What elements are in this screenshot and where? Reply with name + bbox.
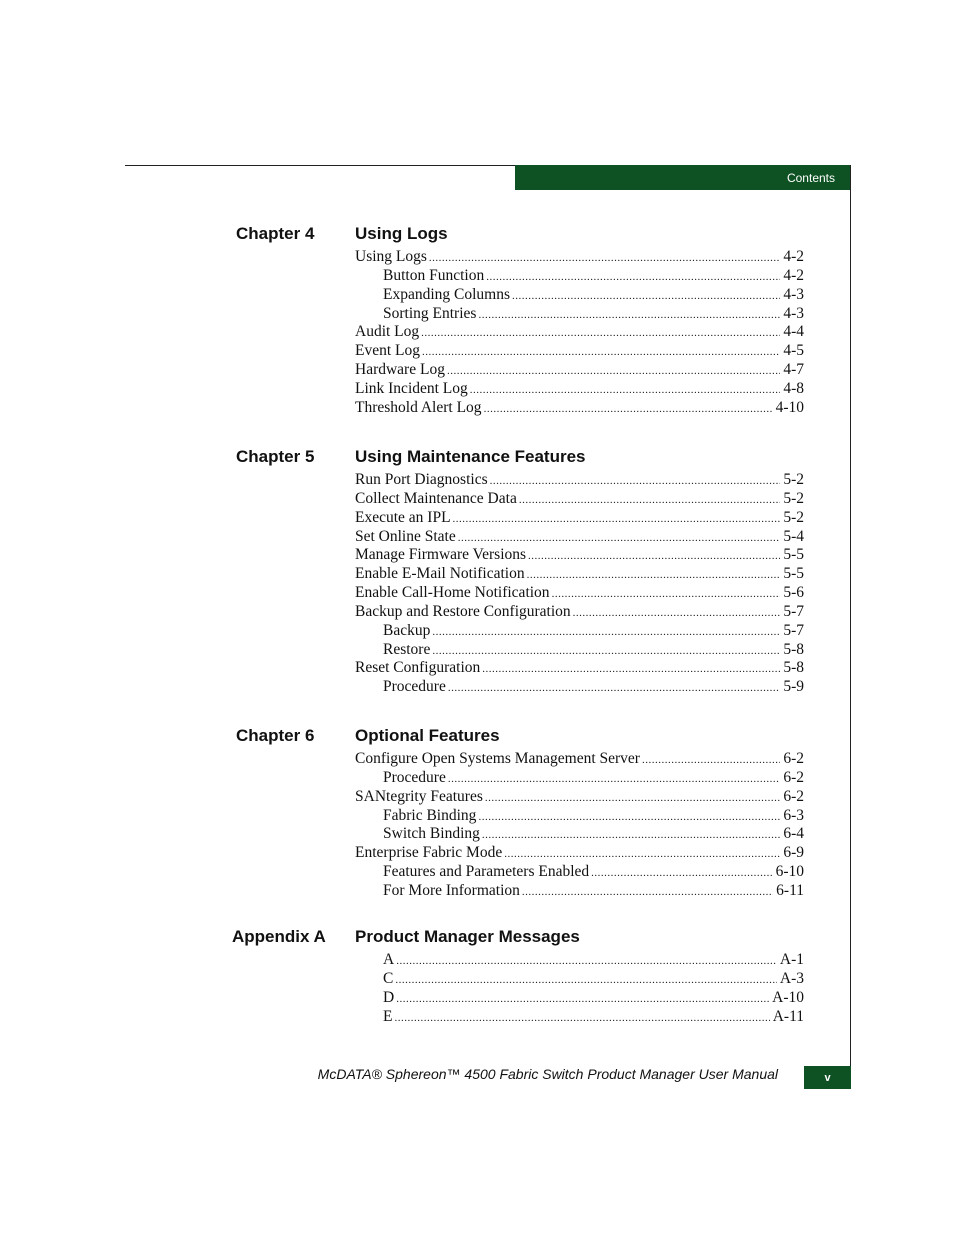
toc-entry[interactable]	[355, 641, 804, 660]
dot-leader	[519, 491, 781, 510]
toc-entry-page: A-1	[779, 951, 804, 968]
footer-manual-title: McDATA® Sphereon™ 4500 Fabric Switch Product Manager User Manual	[317, 1066, 778, 1082]
dot-leader	[478, 306, 780, 325]
toc-entry[interactable]	[355, 546, 804, 565]
toc-entry-title: Audit Log	[355, 323, 420, 341]
toc-entry[interactable]	[355, 825, 804, 844]
dot-leader	[394, 1009, 769, 1028]
dot-leader	[642, 751, 780, 770]
dot-leader	[591, 864, 772, 883]
toc-entry-page: 4-5	[783, 342, 804, 360]
toc-entry-title: Expanding Columns	[383, 285, 511, 303]
toc-entry-page: 5-7	[783, 621, 804, 639]
toc-entry[interactable]	[355, 750, 804, 769]
dot-leader	[395, 971, 777, 990]
dot-leader	[448, 770, 780, 789]
toc-entry[interactable]	[355, 471, 804, 490]
toc-entry-list	[355, 248, 804, 418]
dot-leader	[396, 952, 777, 971]
toc-entry[interactable]	[355, 659, 804, 678]
toc-entry-page: 5-8	[783, 640, 804, 658]
toc-entry-page: 4-10	[775, 398, 804, 416]
toc-entry-list	[355, 471, 804, 697]
toc-entry-title: Configure Open Systems Management Server	[355, 750, 640, 767]
toc-entry-title: E	[383, 1007, 393, 1025]
header-bar	[515, 165, 851, 190]
toc-entry-page: 6-3	[783, 806, 804, 824]
toc-entry-title: For More Information	[383, 881, 520, 899]
toc-entry[interactable]	[355, 248, 804, 267]
chapter-label: Appendix A	[232, 927, 326, 946]
toc-entry-title: C	[383, 969, 394, 987]
toc-entry-title: Collect Maintenance Data	[355, 489, 517, 507]
toc-entry[interactable]	[355, 490, 804, 509]
toc-entry-page: 5-7	[783, 602, 804, 620]
dot-leader	[504, 845, 780, 864]
dot-leader	[421, 324, 780, 343]
toc-entry[interactable]	[355, 509, 804, 528]
toc-entry-page: 4-4	[783, 323, 804, 341]
toc-entry[interactable]	[355, 286, 804, 305]
toc-entry[interactable]	[355, 769, 804, 788]
chapter-title: Using Logs	[355, 224, 448, 243]
toc-entry[interactable]	[355, 603, 804, 622]
toc-entry-page: 5-4	[783, 527, 804, 545]
dot-leader	[484, 400, 773, 419]
toc-entry-page: 6-11	[776, 881, 804, 899]
toc-entry[interactable]	[355, 267, 804, 286]
toc-entry-title: Sorting Entries	[383, 304, 477, 322]
dot-leader	[396, 990, 769, 1009]
toc-entry[interactable]	[355, 342, 804, 361]
toc-entry[interactable]	[355, 323, 804, 342]
toc-entry-page: 5-2	[783, 471, 804, 488]
toc-entry-title: Run Port Diagnostics	[355, 471, 488, 488]
toc-entry[interactable]	[355, 882, 804, 901]
dot-leader	[522, 883, 773, 902]
toc-entry-title: Procedure	[383, 678, 446, 696]
dot-leader	[470, 381, 781, 400]
toc-entry-page: 4-7	[783, 361, 804, 379]
dot-leader	[447, 362, 780, 381]
toc-entry-list	[355, 750, 804, 901]
toc-entry[interactable]	[355, 788, 804, 807]
toc-entry-title: Enable E-Mail Notification	[355, 565, 525, 583]
chapter-title: Optional Features	[355, 726, 500, 745]
toc-entry-page: 4-2	[783, 248, 804, 265]
toc-entry-title: Enterprise Fabric Mode	[355, 844, 503, 862]
toc-entry-title: Procedure	[383, 768, 446, 786]
toc-entry-page: 6-2	[783, 768, 804, 786]
toc-entry-page: 4-8	[783, 379, 804, 397]
toc-entry-page: 5-6	[783, 584, 804, 602]
dot-leader	[432, 642, 780, 661]
footer-page-number-box	[804, 1066, 851, 1089]
toc-entry-title: Link Incident Log	[355, 379, 468, 397]
toc-entry-page: 5-5	[783, 565, 804, 583]
dot-leader	[486, 268, 780, 287]
dot-leader	[490, 472, 781, 491]
toc-entry-page: 5-9	[783, 678, 804, 696]
toc-entry-page: 4-2	[783, 266, 804, 284]
toc-entry-title: Restore	[383, 640, 431, 658]
dot-leader	[453, 510, 781, 529]
toc-entry-title: Enable Call-Home Notification	[355, 584, 550, 602]
dot-leader	[485, 789, 780, 808]
toc-entry[interactable]	[355, 970, 804, 989]
toc-entry-page: 5-8	[783, 659, 804, 677]
dot-leader	[478, 808, 780, 827]
toc-entry-page: 6-2	[783, 750, 804, 767]
toc-entry-title: A	[383, 951, 395, 968]
toc-entry[interactable]	[355, 584, 804, 603]
dot-leader	[458, 529, 781, 548]
toc-entry-title: Hardware Log	[355, 361, 445, 379]
toc-entry-title: Features and Parameters Enabled	[383, 863, 590, 881]
toc-entry[interactable]	[355, 565, 804, 584]
toc-entry-title: Manage Firmware Versions	[355, 546, 527, 564]
toc-entry-page: A-3	[779, 969, 804, 987]
toc-entry-title: Button Function	[383, 266, 485, 284]
toc-entry-title: Event Log	[355, 342, 420, 360]
toc-entry-title: Set Online State	[355, 527, 456, 545]
toc-entry[interactable]	[355, 989, 804, 1008]
toc-entry-page: 5-5	[783, 546, 804, 564]
header-rule	[125, 165, 516, 166]
toc-entry[interactable]	[355, 380, 804, 399]
dot-leader	[422, 343, 780, 362]
toc-entry-title: Fabric Binding	[383, 806, 477, 824]
toc-entry-page: 5-2	[783, 508, 804, 526]
toc-entry[interactable]	[355, 528, 804, 547]
toc-entry-title: SANtegrity Features	[355, 787, 483, 805]
toc-entry[interactable]	[355, 622, 804, 641]
dot-leader	[552, 585, 781, 604]
dot-leader	[448, 679, 780, 698]
chapter-title: Product Manager Messages	[355, 927, 580, 946]
dot-leader	[573, 604, 781, 623]
toc-entry[interactable]	[355, 951, 804, 970]
toc-entry-title: Backup and Restore Configuration	[355, 602, 571, 620]
toc-entry-page: 6-2	[783, 787, 804, 805]
toc-entry-title: Reset Configuration	[355, 659, 481, 677]
toc-entry[interactable]	[355, 678, 804, 697]
toc-entry-title: Backup	[383, 621, 431, 639]
toc-entry-page: A-11	[772, 1007, 804, 1025]
running-header-title: Contents	[786, 170, 835, 185]
toc-entry-page: 5-2	[783, 489, 804, 507]
toc-entry-page: 4-3	[783, 285, 804, 303]
dot-leader	[528, 547, 780, 566]
toc-entry-title: D	[383, 988, 395, 1006]
dot-leader	[482, 660, 780, 679]
dot-leader	[512, 287, 780, 306]
chapter-title: Using Maintenance Features	[355, 447, 586, 466]
chapter-label: Chapter 4	[236, 224, 315, 243]
toc-entry-title: Threshold Alert Log	[355, 398, 482, 416]
dot-leader	[482, 826, 780, 845]
page-number: v	[824, 1071, 831, 1084]
dot-leader	[432, 623, 780, 642]
toc-entry[interactable]	[355, 399, 804, 418]
right-margin-rule	[850, 165, 851, 1089]
toc-entry-page: A-10	[772, 988, 804, 1006]
toc-entry-title: Switch Binding	[383, 825, 480, 843]
toc-entry[interactable]	[355, 863, 804, 882]
toc-entry[interactable]	[355, 844, 804, 863]
toc-entry-list	[355, 951, 804, 1026]
toc-entry[interactable]	[355, 1008, 804, 1027]
toc-entry[interactable]	[355, 305, 804, 324]
toc-entry-page: 6-10	[775, 863, 804, 881]
toc-entry-page: 4-3	[783, 304, 804, 322]
toc-entry-page: 6-4	[783, 825, 804, 843]
toc-entry-page: 6-9	[783, 844, 804, 862]
dot-leader	[429, 249, 780, 268]
chapter-label: Chapter 6	[236, 726, 315, 745]
toc-entry[interactable]	[355, 807, 804, 826]
toc-entry[interactable]	[355, 361, 804, 380]
dot-leader	[527, 566, 781, 585]
chapter-label: Chapter 5	[236, 447, 315, 466]
toc-entry-title: Execute an IPL	[355, 508, 451, 526]
toc-entry-title: Using Logs	[355, 248, 427, 265]
